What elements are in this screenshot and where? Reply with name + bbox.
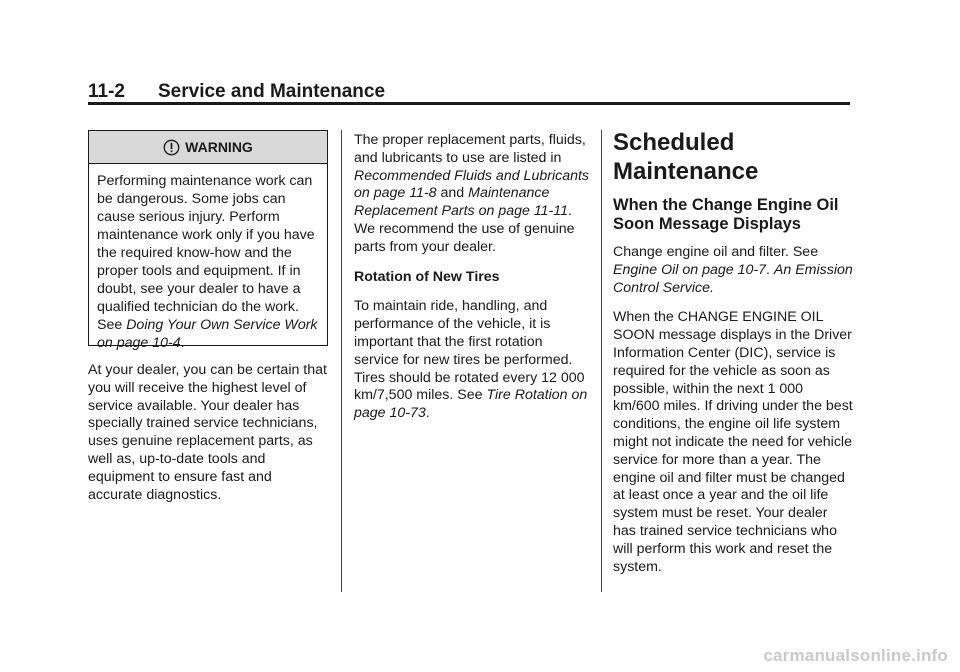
scheduled-maintenance-title: Scheduled Maintenance xyxy=(613,129,759,185)
warning-label: WARNING xyxy=(185,139,253,155)
tire-rotation-paragraph xyxy=(354,298,590,423)
watermark: carmanualsonline.info xyxy=(763,646,948,665)
warning-end: . xyxy=(180,335,185,351)
column-divider-1 xyxy=(341,130,342,592)
warning-box xyxy=(88,130,328,351)
text-run: . xyxy=(766,261,774,278)
dealer-paragraph: At your dealer, you can be certain that you will receive the highest level of service available. Your dealer has specially trained service technicians, uses genuine replacement parts, as well as, up-to-date tools and equipment to ensure fast and accurate diagnostics. xyxy=(88,362,327,503)
section-title: Service and Maintenance xyxy=(158,81,386,102)
text-run: To maintain ride, handling, and performance of the vehicle, it is important that the first rotation service for new tires be performed. Tires should be rotated every 12 000 km/7,500 miles. See xyxy=(354,298,585,404)
warning-body: Performing maintenance work can be dangerous. Some jobs can cause serious injury. Perform maintenance work only if you have the required know-how and the proper tools and equipment. If in doubt, see your dealer to have a qualified technician do the work. See xyxy=(97,173,315,333)
warning-ref-link[interactable]: Doing Your Own Service Work on page 10-4 xyxy=(97,317,318,351)
oil-change-paragraph xyxy=(613,244,853,297)
column-3 xyxy=(613,128,853,588)
warning-icon xyxy=(163,139,180,156)
oil-message-subtitle: When the Change Engine Oil Soon Message Displays xyxy=(613,196,839,233)
parts-ref-link[interactable]: Maintenance Replacement Parts on page 11-11 xyxy=(354,185,568,220)
page-header xyxy=(88,80,850,104)
tire-rotation-ref-link[interactable]: Tire Rotation on page 10-73 xyxy=(354,387,588,422)
tire-rotation-heading: Rotation of New Tires xyxy=(354,268,500,285)
warning-header xyxy=(89,131,327,164)
engine-oil-ref-link[interactable]: Engine Oil on page 10-7 xyxy=(613,261,767,278)
text-run: . xyxy=(425,405,430,422)
text-run: and xyxy=(436,185,469,202)
text-run: . We recommend the use of genuine parts from your dealer. xyxy=(354,203,575,255)
column-1 xyxy=(88,362,328,516)
emission-service-note: An Emission Control Service. xyxy=(613,261,853,296)
warning-text xyxy=(89,164,327,352)
replacement-parts-paragraph xyxy=(354,132,590,257)
column-divider-2 xyxy=(601,130,602,592)
column-2 xyxy=(354,132,590,435)
fluids-ref-link[interactable]: Recommended Fluids and Lubricants on page 11-8 xyxy=(354,167,590,202)
text-run: The proper replacement parts, fluids, and lubricants to use are listed in xyxy=(354,132,586,166)
text-run: Change engine oil and filter. See xyxy=(613,244,819,260)
header-rule xyxy=(88,102,850,105)
page-number: 11-2 xyxy=(88,81,125,102)
oil-life-paragraph: When the CHANGE ENGINE OIL SOON message displays in the Driver Information Center (DIC), service is required for the vehicle as soon as possible, within the next 1 000 km/600 miles. If driving under the best conditions, the engine oil life system might not indicate the need for vehicle service for more than a year. The engine oil and filter must be changed at least once a year and the oil life system must be reset. Your dealer has trained service technicians who will perform this work and reset the system. xyxy=(613,309,853,575)
